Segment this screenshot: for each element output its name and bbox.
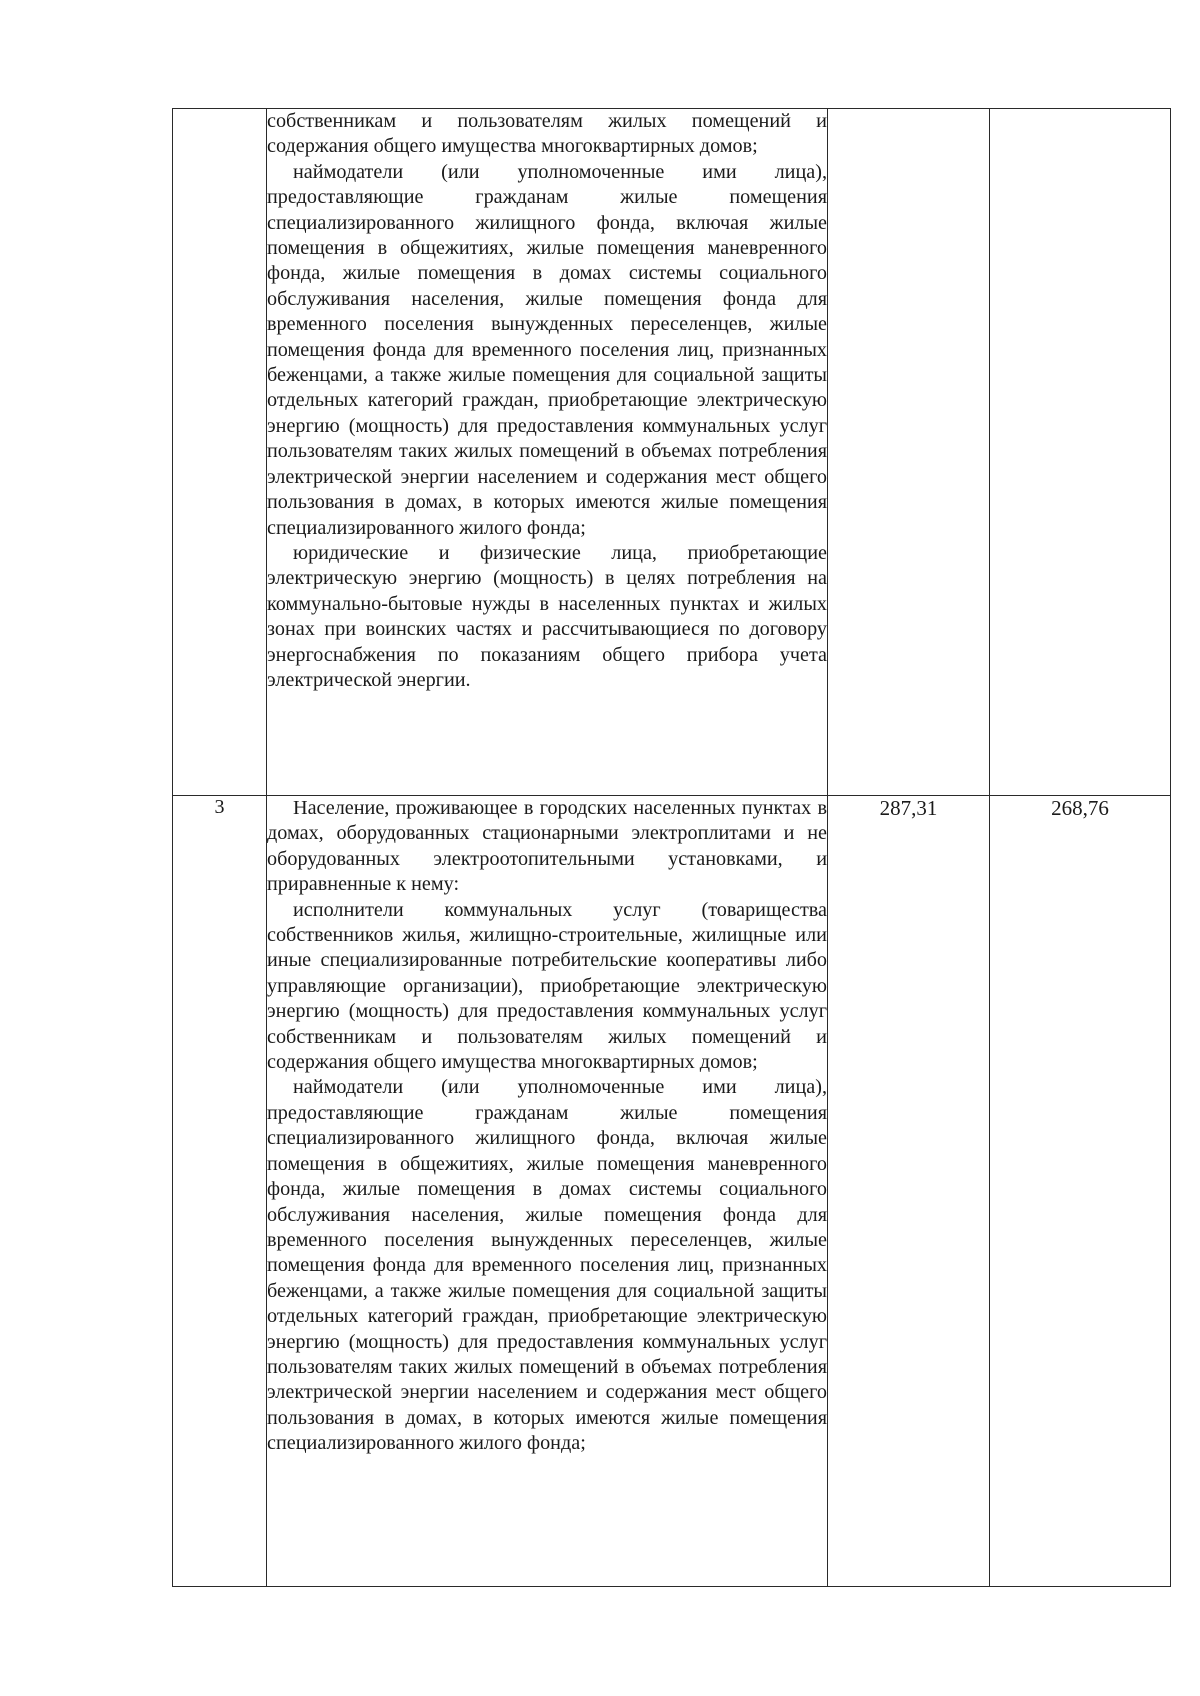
tariff-value-1-cell xyxy=(828,109,990,796)
description-paragraph: юридические и физические лица, приобретающие электрическую энергию (мощность) в целях потребления на коммунально-бытовые нужды в населенных пунктах и жилых зонах при воинских частях и рассчитывающиеся по договору энергоснабжения по показаниям общего прибора учета электрической энергии. xyxy=(267,541,827,691)
description-paragraph: исполнители коммунальных услуг (товарищества собственников жилья, жилищно-строительные, жилищные или иные специализированные потребительские кооперативы либо управляющие организации), приобретающие электрическую энергию (мощность) для предоставления коммунальных услуг собственникам и пользователям жилых помещений и содержания общего имущества многоквартирных домов; xyxy=(267,898,827,1074)
row-number-cell: 3 xyxy=(173,796,267,1587)
consumer-description-cell xyxy=(267,109,828,796)
description-paragraph: Население, проживающее в городских населенных пунктах в домах, оборудованных стационарными электроплитами и не оборудованных электроотопительными установками, и приравненные к нему: xyxy=(267,797,827,896)
tariff-value-1-cell: 287,31 xyxy=(828,796,990,1587)
tariff-table xyxy=(172,108,1171,1587)
description-paragraph: наймодатели (или уполномоченные ими лица), предоставляющие гражданам жилые помещения специализированного жилищного фонда, включая жилые помещения в общежитиях, жилые помещения маневренного фонда, жилые помещения в домах системы социального обслуживания населения, жилые помещения фонда для временного поселения вынужденных переселенцев, жилые помещения фонда для временного поселения лиц, признанных беженцами, а также жилые помещения для социальной защиты отдельных категорий граждан, приобретающие электрическую энергию (мощность) для предоставления коммунальных услуг пользователям таких жилых помещений в объемах потребления электрической энергии населением и содержания мест общего пользования в домах, в которых имеются жилые помещения специализированного жилого фонда; xyxy=(267,160,827,539)
consumer-description-cell xyxy=(267,796,828,1587)
tariff-value-2-cell: 268,76 xyxy=(990,796,1171,1587)
description-paragraph: наймодатели (или уполномоченные ими лица), предоставляющие гражданам жилые помещения специализированного жилищного фонда, включая жилые помещения в общежитиях, жилые помещения маневренного фонда, жилые помещения в домах системы социального обслуживания населения, жилые помещения фонда для временного поселения вынужденных переселенцев, жилые помещения фонда для временного поселения лиц, признанных беженцами, а также жилые помещения для социальной защиты отдельных категорий граждан, приобретающие электрическую энергию (мощность) для предоставления коммунальных услуг пользователям таких жилых помещений в объемах потребления электрической энергии населением и содержания мест общего пользования в домах, в которых имеются жилые помещения специализированного жилого фонда; xyxy=(267,1076,827,1455)
table-row xyxy=(173,109,1171,796)
tariff-value-2-cell xyxy=(990,109,1171,796)
description-paragraph: собственникам и пользователям жилых помещений и содержания общего имущества многоквартирных домов; xyxy=(267,110,827,158)
row-number-cell xyxy=(173,109,267,796)
table-row xyxy=(173,796,1171,1587)
